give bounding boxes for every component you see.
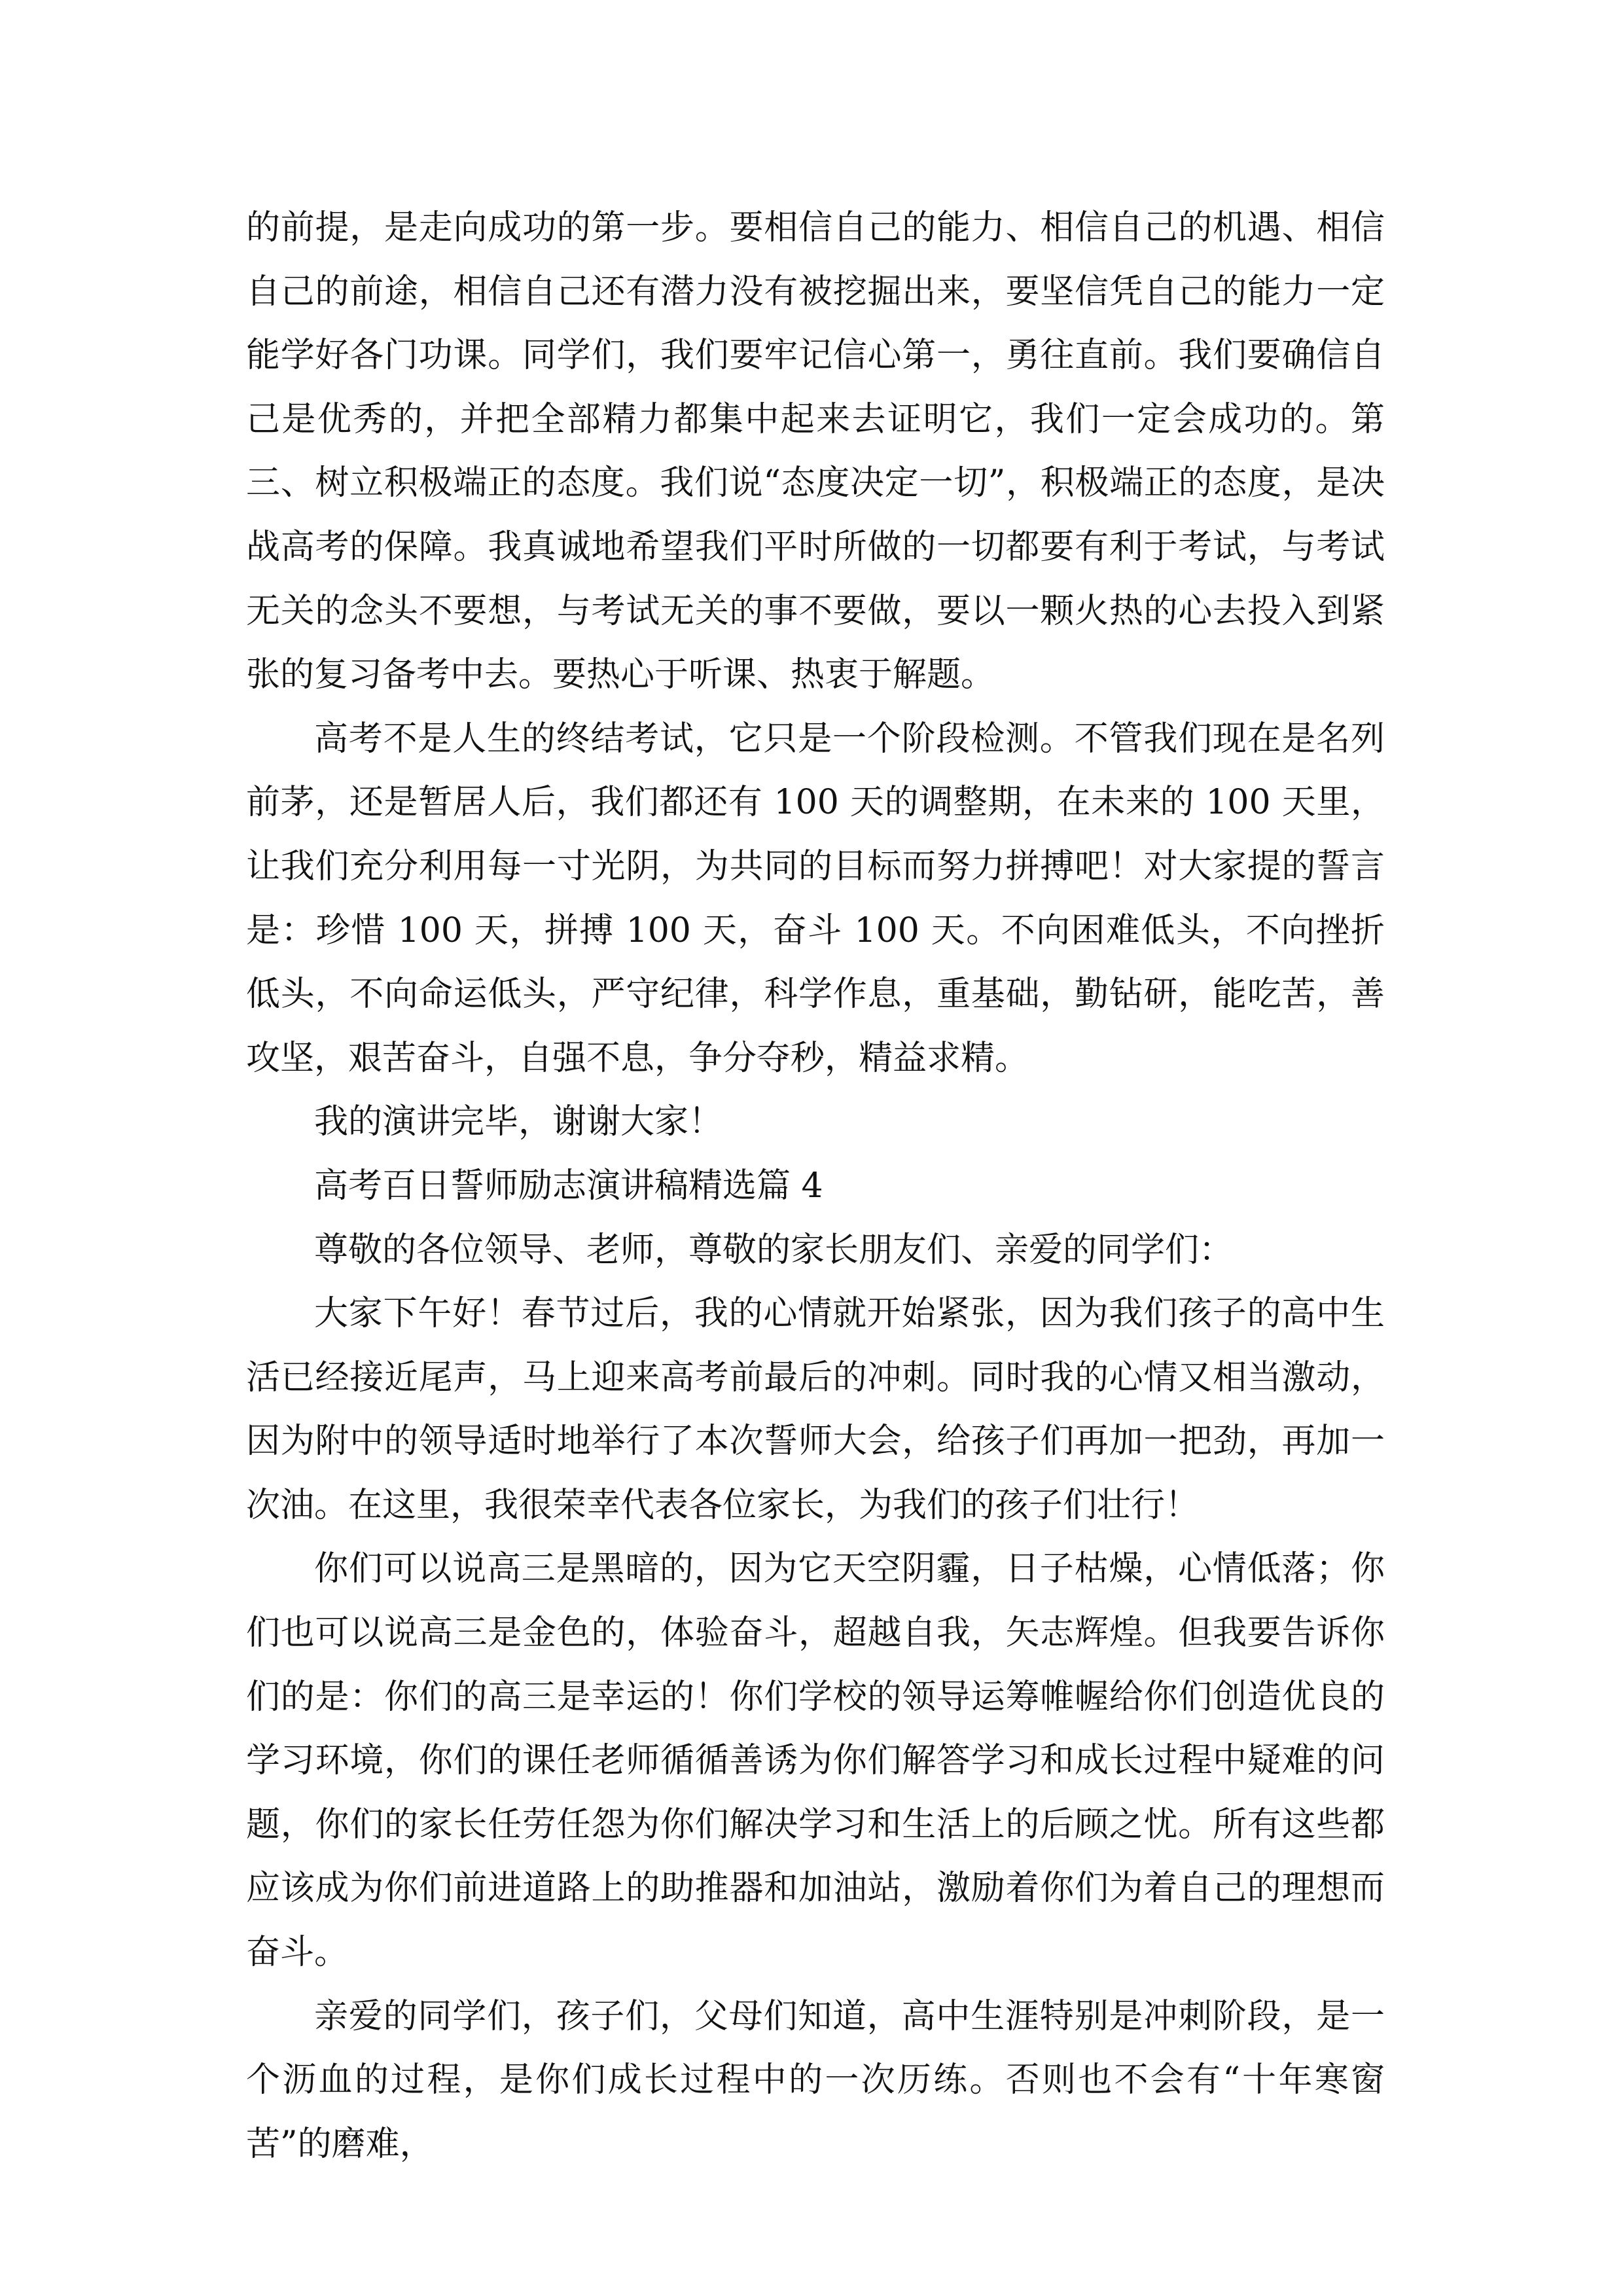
section-title: 高考百日誓师励志演讲稿精选篇 4	[314, 1166, 823, 1206]
paragraph: 大家下午好！春节过后，我的心情就开始紧张，因为我们孩子的高中生活已经接近尾声，马上迎来高考前最后的冲刺。同时我的心情又相当激动，因为附中的领导适时地举行了本次誓师大会，给孩子们再加一把劲，再加一次油。在这里，我很荣幸代表各位家长，为我们的孩子们壮行！	[246, 1294, 1385, 1525]
closing-line: 我的演讲完毕，谢谢大家！	[314, 1102, 723, 1142]
paragraph: 你们可以说高三是黑暗的，因为它天空阴霾，日子枯燥，心情低落；你们也可以说高三是金色的，体验奋斗，超越自我，矢志辉煌。但我要告诉你们的是：你们的高三是幸运的！你们学校的领导运筹帷幄给你们创造优良的学习环境，你们的课任老师循循善诱为你们解答学习和成长过程中疑难的问题，你们的家长任劳任怨为你们解决学习和生活上的后顾之忧。所有这些都应该成为你们前进道路上的助推器和加油站，激励着你们为着自己的理想而奋斗。	[246, 1549, 1385, 1973]
salutation: 尊敬的各位领导、老师，尊敬的家长朋友们、亲爱的同学们：	[314, 1230, 1234, 1270]
paragraph-continued: 的前提，是走向成功的第一步。要相信自己的能力、相信自己的机遇、相信自己的前途，相信自己还有潜力没有被挖掘出来，要坚信凭自己的能力一定能学好各门功课。同学们，我们要牢记信心第一，勇往直前。我们要确信自己是优秀的，并把全部精力都集中起来去证明它，我们一定会成功的。第三、树立积极端正的态度。我们说“态度决定一切”，积极端正的态度，是决战高考的保障。我真诚地希望我们平时所做的一切都要有利于考试，与考试无关的念头不要想，与考试无关的事不要做，要以一颗火热的心去投入到紧张的复习备考中去。要热心于听课、热衷于解题。	[246, 208, 1385, 695]
paragraph: 高考不是人生的终结考试，它只是一个阶段检测。不管我们现在是名列前茅，还是暂居人后，我们都还有 100 天的调整期，在未来的 100 天里，让我们充分利用每一寸光阴，为共同的目标而努力拼搏吧！对大家提的誓言是：珍惜 100 天，拼搏 100 天，奋斗 100 天。不向困难低头，不向挫折低头，不向命运低头，严守纪律，科学作息，重基础，勤钻研，能吃苦，善攻坚，艰苦奋斗，自强不息，争分夺秒，精益求精。	[246, 719, 1385, 1078]
document-body	[246, 196, 1385, 2176]
paragraph: 亲爱的同学们，孩子们，父母们知道，高中生涯特别是冲刺阶段，是一个沥血的过程，是你们成长过程中的一次历练。否则也不会有“十年寒窗苦”的磨难，	[246, 1996, 1385, 2164]
